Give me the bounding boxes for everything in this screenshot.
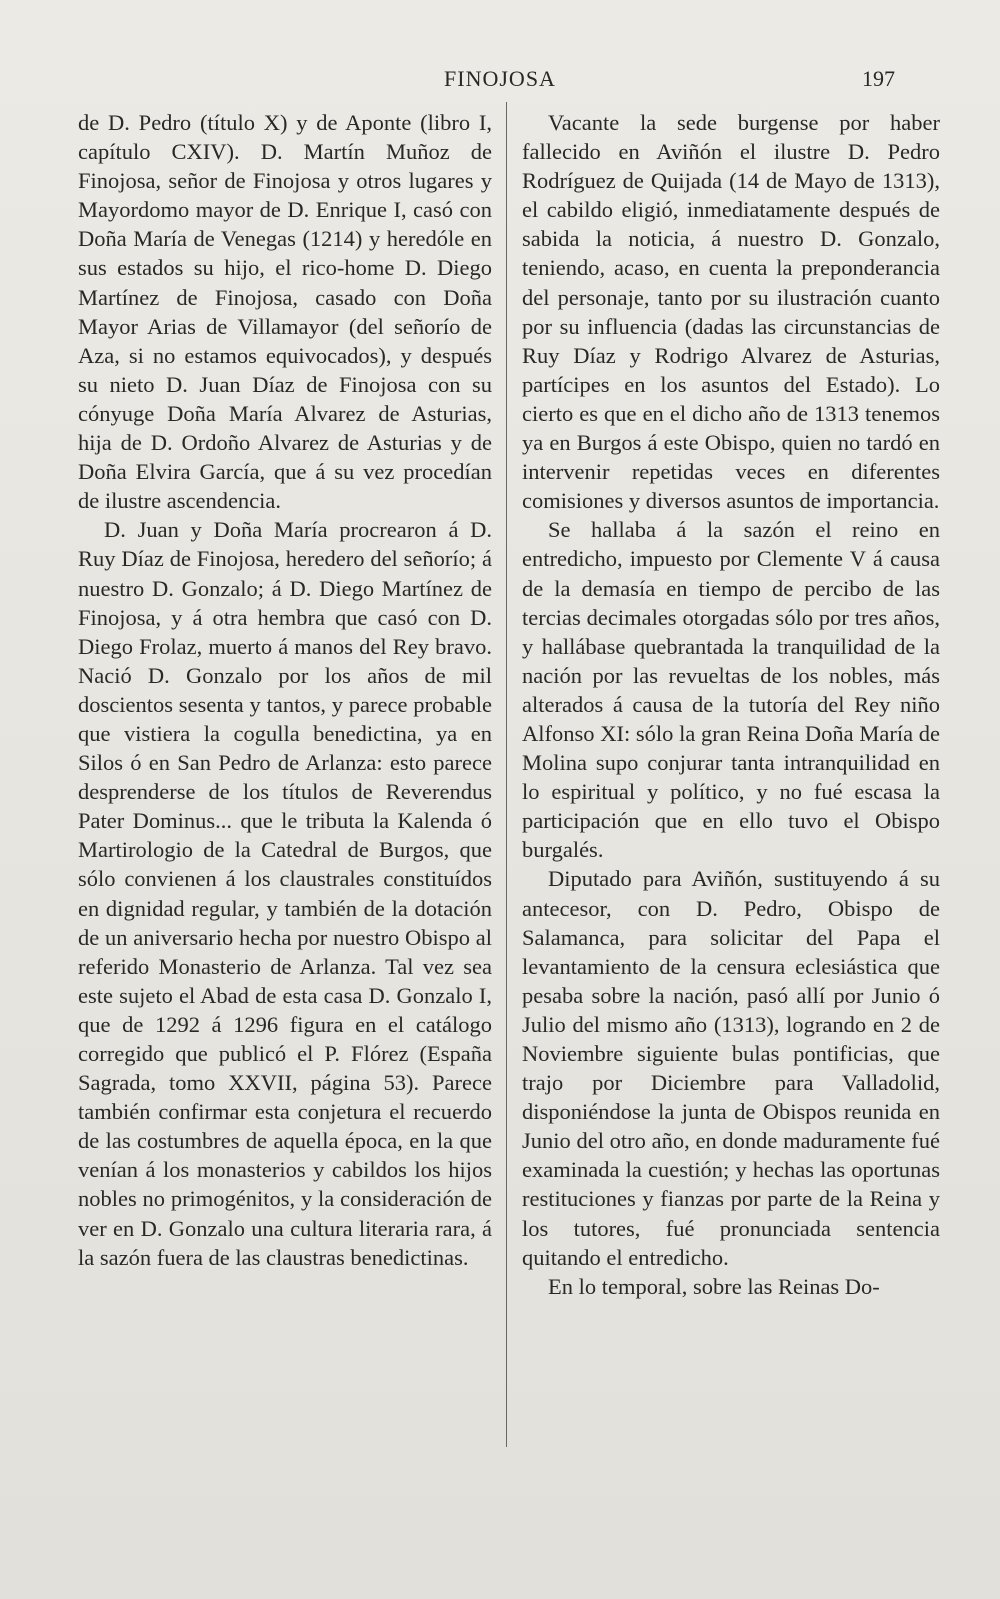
- column-divider: [506, 102, 507, 1447]
- left-paragraph-2: D. Juan y Doña María procrearon á D. Ruy Díaz de Finojosa, heredero del señorío; á nuestro D. Gonzalo; á D. Diego Martínez de Finojosa, y á otra hembra que casó con D. Diego Frolaz, muerto á manos del Rey bravo. Nació D. Gonzalo por los años de mil doscientos sesenta y tantos, y parece probable que vistiera la cogulla benedictina, ya en Silos ó en San Pedro de Arlanza: esto parece desprenderse de los títulos de Reverendus Pater Dominus... que le tributa la Kalenda ó Martirologio de la Catedral de Burgos, que sólo convienen á los claustrales constituídos en dignidad regular, y también de la dotación de un aniversario hecha por nuestro Obispo al referido Monasterio de Arlanza. Tal vez sea este sujeto el Abad de esta casa D. Gonzalo I, que de 1292 á 1296 figura en el catálogo corregido que publicó el P. Flórez (España Sagrada, tomo XXVII, página 53). Parece también confirmar esta conjetura el recuerdo de las costumbres de aquella época, en la que venían á los monasterios y cabildos los hijos nobles no primogénitos, y la consideración de ver en D. Gonzalo una cultura literaria rara, á la sazón fuera de las claustras benedictinas.: [78, 517, 492, 1270]
- left-column: [78, 108, 492, 1272]
- right-paragraph-1: Vacante la sede burgense por haber fallecido en Aviñón el ilustre D. Pedro Rodríguez de Quijada (14 de Mayo de 1313), el cabildo eligió, inmediatamente después de sabida la noticia, á nuestro D. Gonzalo, teniendo, acaso, en cuenta la preponderancia del personaje, tanto por su ilustración cuanto por su influencia (dadas las circunstancias de Ruy Díaz y Rodrigo Alvarez de Asturias, partícipes en los asuntos del Estado). Lo cierto es que en el dicho año de 1313 tenemos ya en Burgos á este Obispo, quien no tardó en intervenir repetidas veces en diferentes comisiones y diversos asuntos de importancia.: [522, 110, 940, 514]
- page-number: 197: [862, 66, 895, 91]
- right-paragraph-2: Se hallaba á la sazón el reino en entredicho, impuesto por Clemente V á causa de la demasía en tiempo de percibo de las tercias decimales otorgadas sólo por tres años, y hallábase quebrantada la tranquilidad de la nación por las revueltas de los nobles, más alterados á causa de la tutoría del Rey niño Alfonso XI: sólo la gran Reina Doña María de Molina supo conjurar tanta intranquilidad en lo espiritual y político, y no fué escasa la participación que en ello tuvo el Obispo burgalés.: [522, 517, 940, 863]
- right-paragraph-4: En lo temporal, sobre las Reinas Do-: [548, 1273, 880, 1299]
- right-column: [522, 108, 940, 1301]
- left-paragraph-1: de D. Pedro (título X) y de Aponte (libro I, capítulo CXIV). D. Martín Muñoz de Finojosa, señor de Finojosa y otros lugares y Mayordomo mayor de D. Enrique I, casó con Doña María de Venegas (1214) y heredóle en sus estados su hijo, el rico-home D. Diego Martínez de Finojosa, casado con Doña Mayor Arias de Villamayor (del señorío de Aza, si no estamos equivocados), y después su nieto D. Juan Díaz de Finojosa con su cónyuge Doña María Alvarez de Asturias, hija de D. Ordoño Alvarez de Asturias y de Doña Elvira García, que á su vez procedían de ilustre ascendencia.: [78, 110, 492, 514]
- right-paragraph-3: Diputado para Aviñón, sustituyendo á su antecesor, con D. Pedro, Obispo de Salamanca, para solicitar del Papa el levantamiento de la censura eclesiástica que pesaba sobre la nación, pasó allí por Junio ó Julio del mismo año (1313), logrando en 2 de Noviembre siguiente bulas pontificias, que trajo por Diciembre para Valladolid, disponiéndose la junta de Obispos reunida en Junio del otro año, en donde maduramente fué examinada la cuestión; y hechas las oportunas restituciones y fianzas por parte de la Reina y los tutores, fué pronunciada sentencia quitando el entredicho.: [522, 866, 940, 1270]
- running-title: FINOJOSA: [444, 66, 556, 91]
